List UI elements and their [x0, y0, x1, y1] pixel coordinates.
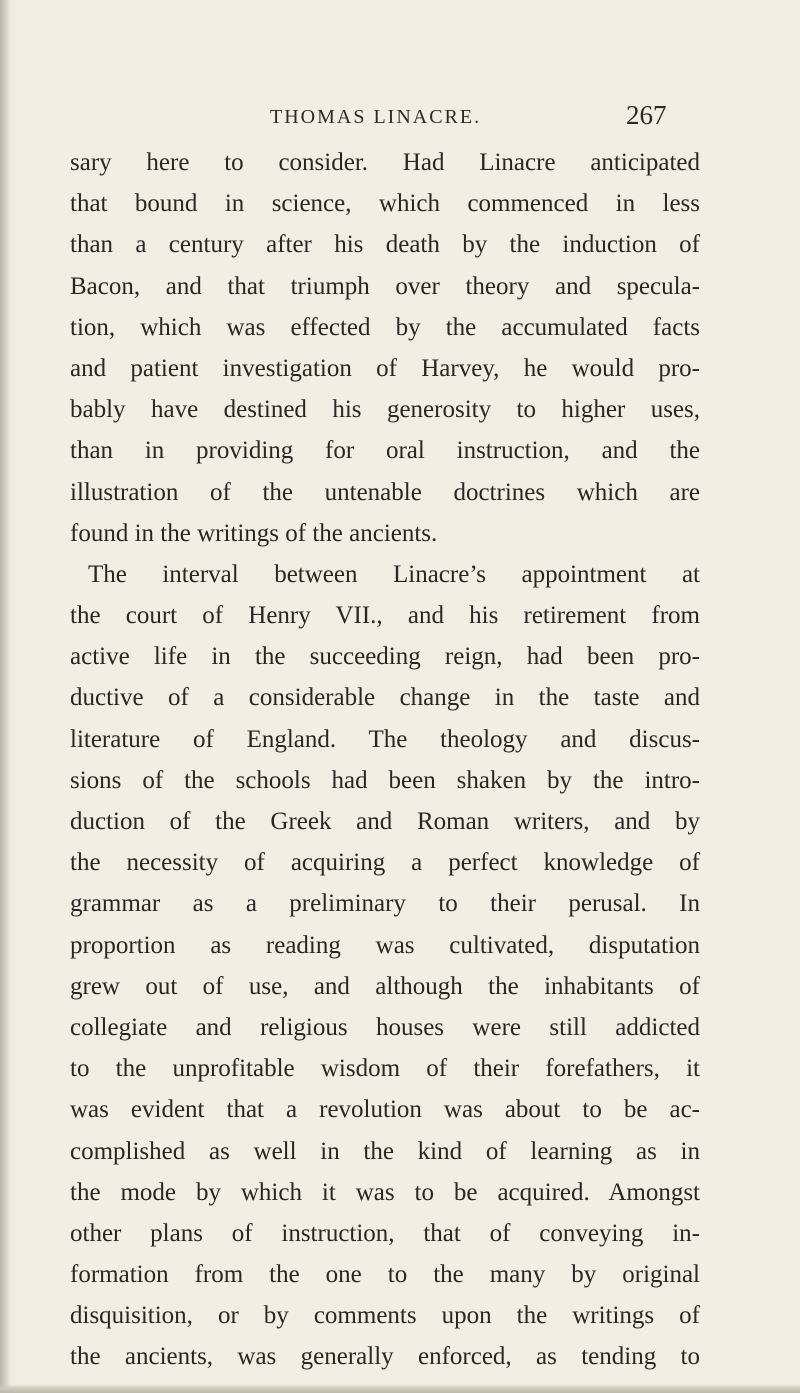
text-line: other plans of instruction, that of conveying in- [70, 1219, 700, 1247]
text-line: the ancients, was generally enforced, as tending to [70, 1343, 700, 1371]
page-bottom-edge [0, 1384, 800, 1393]
text-line: found in the writings of the ancients. [70, 519, 438, 547]
text-line: bably have destined his generosity to higher uses, [70, 396, 700, 424]
text-line: illustration of the untenable doctrines which are [70, 478, 700, 506]
text-line: than in providing for oral instruction, and the [70, 437, 700, 465]
text-line: the mode by which it was to be acquired. Amongst [70, 1178, 700, 1206]
running-title: THOMAS LINACRE. [270, 106, 482, 128]
text-line: the necessity of acquiring a perfect knowledge of [70, 849, 700, 877]
text-line: Bacon, and that triumph over theory and specula- [70, 272, 700, 300]
page-number: 267 [626, 100, 667, 130]
text-line: grew out of use, and although the inhabitants of [70, 972, 700, 1000]
text-line: formation from the one to the many by original [70, 1261, 700, 1289]
text-line: sions of the schools had been shaken by the intro- [70, 766, 700, 794]
text-line: and patient investigation of Harvey, he would pro- [70, 354, 700, 382]
text-line: duction of the Greek and Roman writers, and by [70, 808, 700, 835]
running-head [60, 100, 700, 140]
text-line: the court of Henry VII., and his retirement from [70, 602, 700, 630]
text-line: tion, which was effected by the accumulated facts [70, 313, 700, 341]
text-line: sary here to consider. Had Linacre anticipated [70, 149, 700, 176]
text-line: active life in the succeeding reign, had been pro- [70, 643, 700, 671]
text-line: complished as well in the kind of learning as in [70, 1137, 700, 1165]
text-line: to the unprofitable wisdom of their forefathers, it [70, 1055, 700, 1083]
body-text [70, 142, 700, 1378]
text-line: collegiate and religious houses were still addicted [70, 1013, 700, 1041]
page-gutter-shadow [0, 0, 10, 1393]
text-line: disquisition, or by comments upon the writings of [70, 1302, 700, 1330]
paragraph-start-line: The interval between Linacre’s appointment at [88, 560, 700, 588]
text-line: proportion as reading was cultivated, disputation [70, 931, 700, 959]
text-line: literature of England. The theology and discus- [70, 725, 700, 753]
text-line: was evident that a revolution was about to be ac- [70, 1096, 700, 1124]
text-line: grammar as a preliminary to their perusal. In [70, 890, 700, 918]
text-line: ductive of a considerable change in the taste and [70, 684, 700, 712]
text-line: than a century after his death by the induction of [70, 231, 700, 259]
text-line: that bound in science, which commenced in less [70, 190, 700, 218]
